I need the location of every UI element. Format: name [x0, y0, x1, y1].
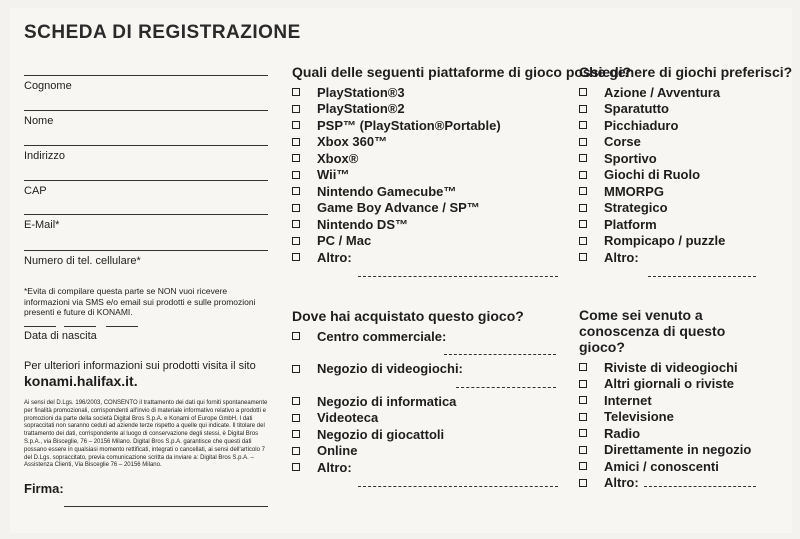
genre-option[interactable] — [579, 84, 792, 101]
option-label: Negozio di videogiochi: — [317, 361, 463, 377]
discovery-other-input[interactable] — [644, 486, 756, 487]
spacer — [292, 345, 562, 361]
phone-label: Numero di tel. cellulare* — [24, 255, 141, 267]
option-label: Giochi di Ruolo — [604, 167, 701, 183]
name-line — [24, 110, 268, 111]
checkbox[interactable] — [579, 396, 587, 404]
genre-option[interactable] — [579, 150, 792, 167]
purchase-option[interactable] — [292, 393, 562, 410]
checkbox[interactable] — [292, 430, 300, 438]
genre-option[interactable] — [579, 216, 792, 233]
purchase-option[interactable] — [292, 361, 562, 378]
option-label: Altro: — [604, 475, 639, 491]
purchase-option-other[interactable] — [292, 459, 562, 476]
checkbox[interactable] — [579, 462, 587, 470]
info-text: Per ulteriori informazioni sui prodotti visita il sito — [24, 360, 256, 372]
privacy-consent-text: Ai sensi del D.Lgs. 196/2003, CONSENTO il trattamento dei dati qui forniti spontaneamente per finalità promozionali, corrispondenti all'invio di materiale informativo relativo a prodotti e promozioni da parte della società Digital Bros S.p.A. e Konami of Europe GmbH. I dati sopraccitati non saranno ceduti ad aziende terze rispetto a quelle qui indicate. Il titolare del trattamento dei dati, corrispondente al luogo di conservazione degli stessi, è Digital Bros S.p.A., via Bisceglie, 76 – 20156 Milano. Digital Bros S.p.A. garantisce che questi dati possano essere in qualsiasi momento rettificati, integrati o cancellati, ai sensi dell'articolo 7 del D.Lgs. sopraccitato, previa comunicazione scritta da inviare a: Digital Bros S.p.A. – Assistenza Clienti, Via Bisceglie 76 – 20156 Milano. — [24, 400, 268, 469]
surname-label: Cognome — [24, 80, 72, 92]
platforms-question-title: Quali delle seguenti piattaforme di gioco possiedi? — [292, 64, 632, 80]
checkbox[interactable] — [292, 105, 300, 113]
checkbox[interactable] — [579, 220, 587, 228]
option-label: Direttamente in negozio — [604, 442, 752, 458]
checkbox[interactable] — [292, 447, 300, 455]
info-site: konami.halifax.it. — [24, 373, 138, 389]
checkbox[interactable] — [579, 363, 587, 371]
genre-option-other[interactable] — [579, 249, 792, 266]
option-label: Amici / conoscenti — [604, 458, 719, 474]
checkbox[interactable] — [579, 154, 587, 162]
discovery-question — [579, 307, 769, 491]
option-label: Videoteca — [317, 410, 379, 426]
option-label: Game Boy Advance / SP™ — [317, 200, 480, 216]
option-label: Wii™ — [317, 167, 350, 183]
checkbox[interactable] — [292, 154, 300, 162]
genres-question-title: Che genere di giochi preferisci? — [579, 64, 793, 80]
birthdate-year-line — [106, 326, 138, 327]
checkbox[interactable] — [579, 237, 587, 245]
game-store-input[interactable] — [456, 387, 556, 388]
checkbox[interactable] — [292, 204, 300, 212]
checkbox[interactable] — [292, 88, 300, 96]
purchase-option[interactable] — [292, 443, 562, 460]
checkbox[interactable] — [292, 414, 300, 422]
option-label: Altri giornali o riviste — [604, 376, 735, 392]
genre-option[interactable] — [579, 167, 792, 184]
checkbox[interactable] — [292, 332, 300, 340]
purchase-place-question-title: Dove hai acquistato questo gioco? — [292, 308, 524, 324]
checkbox[interactable] — [292, 220, 300, 228]
genre-option[interactable] — [579, 233, 792, 250]
option-label: Sportivo — [604, 150, 657, 166]
checkbox[interactable] — [292, 171, 300, 179]
checkbox[interactable] — [579, 105, 587, 113]
genres-question — [579, 64, 792, 266]
mall-input[interactable] — [444, 354, 556, 355]
option-label: Nintendo Gamecube™ — [317, 183, 457, 199]
birthdate-day-line — [24, 326, 56, 327]
option-label: Altro: — [604, 249, 639, 265]
checkbox[interactable] — [579, 429, 587, 437]
genre-option[interactable] — [579, 134, 792, 151]
option-label: PC / Mac — [317, 233, 372, 249]
name-field[interactable] — [24, 110, 268, 127]
email-label: E-Mail* — [24, 219, 60, 231]
option-label: MMORPG — [604, 183, 664, 199]
checkbox[interactable] — [292, 463, 300, 471]
page-title: SCHEDA DI REGISTRAZIONE — [24, 22, 301, 43]
option-label: Strategico — [604, 200, 668, 216]
checkbox[interactable] — [292, 237, 300, 245]
checkbox[interactable] — [292, 397, 300, 405]
option-label: Online — [317, 443, 358, 459]
discovery-option-other[interactable] — [579, 475, 769, 492]
checkbox[interactable] — [292, 138, 300, 146]
birthdate-label: Data di nascita — [24, 330, 97, 342]
signature-label: Firma: — [24, 481, 64, 496]
genre-option[interactable] — [579, 183, 792, 200]
option-label: Platform — [604, 216, 657, 232]
checkbox[interactable] — [579, 204, 587, 212]
discovery-option[interactable] — [579, 359, 769, 376]
checkbox[interactable] — [579, 479, 587, 487]
option-label: Rompicapo / puzzle — [604, 233, 726, 249]
email-field[interactable] — [24, 214, 268, 231]
option-label: Corse — [604, 134, 641, 150]
purchase-option[interactable] — [292, 426, 562, 443]
checkbox[interactable] — [579, 187, 587, 195]
checkbox[interactable] — [579, 253, 587, 261]
discovery-option[interactable] — [579, 458, 769, 475]
option-label: Altro: — [317, 459, 352, 475]
genre-option[interactable] — [579, 117, 792, 134]
name-label: Nome — [24, 115, 54, 127]
discovery-option[interactable] — [579, 409, 769, 426]
option-label: Radio — [604, 425, 641, 441]
option-label: Picchiaduro — [604, 117, 679, 133]
phone-line — [24, 250, 268, 251]
checkbox[interactable] — [579, 446, 587, 454]
discovery-option[interactable] — [579, 392, 769, 409]
checkbox[interactable] — [579, 171, 587, 179]
option-label: Internet — [604, 392, 652, 408]
platform-other-input[interactable] — [358, 276, 558, 277]
spacer — [292, 377, 562, 393]
surname-field[interactable] — [24, 75, 268, 92]
option-label: Negozio di informatica — [317, 393, 457, 409]
option-label: Televisione — [604, 409, 674, 425]
checkbox[interactable] — [579, 138, 587, 146]
option-label: Sparatutto — [604, 101, 669, 117]
genre-other-input[interactable] — [648, 276, 756, 277]
discovery-option[interactable] — [579, 442, 769, 459]
checkbox[interactable] — [292, 365, 300, 373]
checkbox[interactable] — [579, 88, 587, 96]
purchase-place-question — [292, 308, 562, 476]
address-field[interactable] — [24, 145, 268, 162]
option-label: Xbox 360™ — [317, 134, 388, 150]
address-line — [24, 145, 268, 146]
option-label: Centro commerciale: — [317, 328, 447, 344]
genre-option[interactable] — [579, 200, 792, 217]
option-label: Altro: — [317, 249, 352, 265]
option-label: Riviste di videogiochi — [604, 359, 738, 375]
option-label: Xbox® — [317, 150, 359, 166]
checkbox[interactable] — [579, 121, 587, 129]
option-label: PlayStation®2 — [317, 101, 405, 117]
genre-option[interactable] — [579, 101, 792, 118]
surname-line — [24, 75, 268, 76]
address-label: Indirizzo — [24, 150, 65, 162]
checkbox[interactable] — [292, 253, 300, 261]
option-label: Negozio di giocattoli — [317, 426, 445, 442]
checkbox[interactable] — [579, 413, 587, 421]
discovery-option[interactable] — [579, 376, 769, 393]
discovery-option[interactable] — [579, 425, 769, 442]
purchase-option[interactable] — [292, 410, 562, 427]
cap-label: CAP — [24, 185, 47, 197]
phone-field[interactable] — [24, 250, 268, 267]
cap-line — [24, 180, 268, 181]
purchase-other-input[interactable] — [358, 486, 558, 487]
option-label: PlayStation®3 — [317, 84, 405, 100]
birthdate-month-line — [64, 326, 96, 327]
option-label: Azione / Avventura — [604, 84, 721, 100]
discovery-question-title: Come sei venuto a conoscenza di questo gioco? — [579, 307, 726, 355]
purchase-option[interactable] — [292, 328, 562, 345]
signature-line[interactable] — [64, 506, 268, 507]
checkbox[interactable] — [292, 187, 300, 195]
email-line — [24, 214, 268, 215]
option-label: Nintendo DS™ — [317, 216, 408, 232]
option-label: PSP™ (PlayStation®Portable) — [317, 117, 501, 133]
checkbox[interactable] — [579, 380, 587, 388]
optional-note: *Evita di compilare questa parte se NON vuoi ricevere informazioni via SMS e/o email sui prodotti e sulle promozioni presenti e future di KONAMI. — [24, 286, 256, 317]
checkbox[interactable] — [292, 121, 300, 129]
cap-field[interactable] — [24, 180, 268, 197]
